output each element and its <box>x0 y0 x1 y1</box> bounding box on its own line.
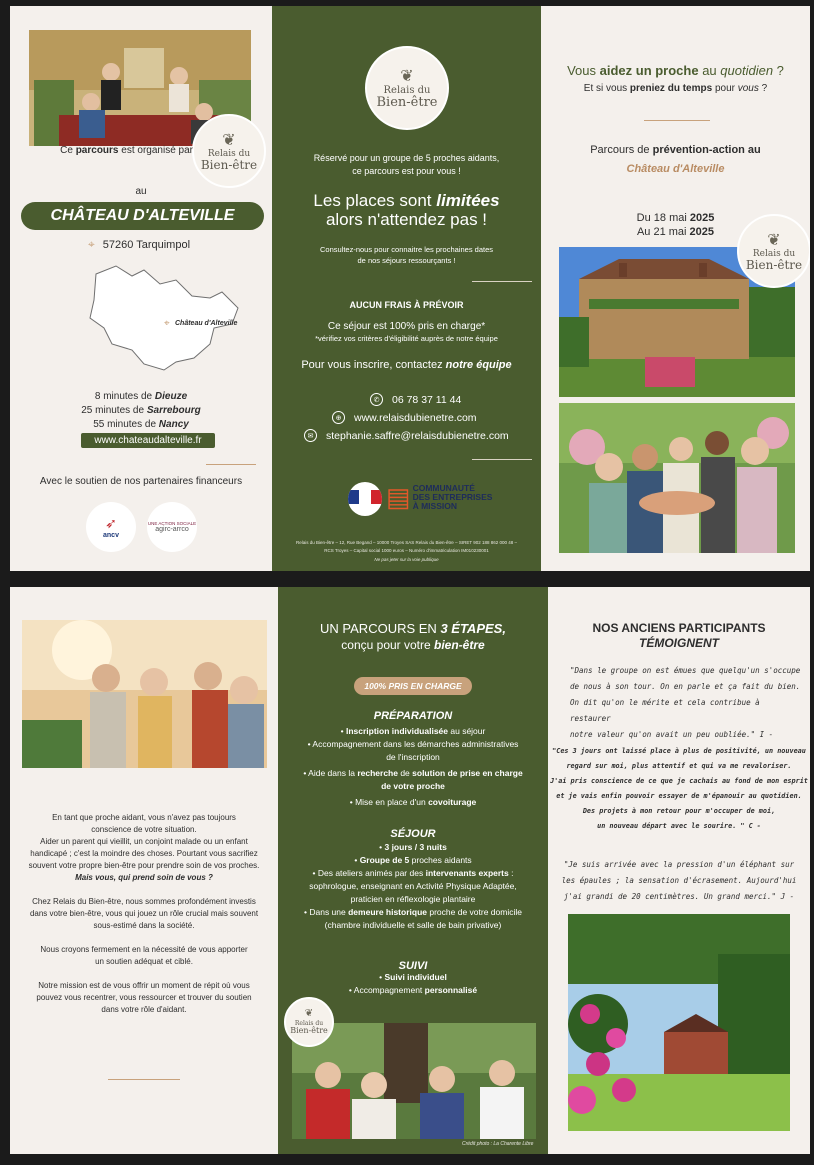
list-item: • Dans une demeure historique proche de votre domicile <box>304 907 522 917</box>
partner-agirc-logo: UNE ACTION SOCIALE agirc-arrco <box>147 502 197 552</box>
distance-sarrebourg: 25 minutes de Sarrebourg <box>81 405 201 416</box>
phone-row[interactable]: ✆ 06 78 37 11 44 <box>370 393 461 406</box>
photo-credit: Crédit photo : La Charente Libre <box>462 1141 534 1147</box>
group-hands-photo <box>559 403 795 553</box>
testimonial-2: "Ces 3 jours ont laissé place à plus de positivité, un nouveau regard sur moi, plus attentif et qui va me revaloriser. J'ai pris conscience de ce que je cachais au fond de mon esprit et je vais enfin pouvoir essayer de m'épanouir au quotidien. Des projets à mon retour pour m'occuper de moi, un nouveau départ avec le sourire. " C - <box>550 747 808 830</box>
list-item: • Des ateliers animés par des intervenants experts : <box>312 868 514 878</box>
relais-logo <box>192 114 266 188</box>
covered-badge: 100% PRIS EN CHARGE <box>354 677 472 695</box>
bird-logo-icon: ❦ <box>767 229 781 249</box>
step-preparation-title: PRÉPARATION <box>373 710 453 722</box>
step-preparation-list <box>278 725 548 809</box>
list-item: • Aide dans la recherche de solution de prise en charge <box>303 768 523 778</box>
parcours-line: Parcours de prévention-action au <box>590 144 761 156</box>
location-pin-icon: ⌖ <box>88 237 95 251</box>
au-text: au <box>135 186 147 197</box>
list-item: • Accompagnement dans les démarches administratives <box>307 739 519 749</box>
bird-logo-icon: ❦ <box>400 65 414 85</box>
map-pin-icon: ⌖ <box>164 318 170 329</box>
testimonial-3: "Je suis arrivée avec la pression d'un éléphant sur les épaules ; la sensation d'écrasement. Aujourd'hui j'ai grandi de 20 centimètres. Un grand merci." J - <box>561 860 797 901</box>
panel-testimonials <box>548 587 810 1154</box>
divider <box>644 120 710 121</box>
bird-logo-icon: ❦ <box>304 1008 314 1019</box>
chateau-name: Château d'Alteville <box>626 163 725 175</box>
globe-icon: ⊕ <box>332 411 345 424</box>
list-item: de l'inscription <box>386 752 440 762</box>
steps-title: UN PARCOURS EN 3 ÉTAPES, conçu pour votre bien-être <box>320 621 506 652</box>
french-republic-logo <box>348 482 382 516</box>
testimonial-1: "Dans le groupe on est émues que quelqu'un s'occupe de nous à son tour. On en parle et ça fait du bien. On dit qu'on le mérite et cela contribue à restaurer notre valeur qu'on avait un peu oubliée." I - <box>570 666 801 739</box>
reserved-text: Réservé pour un groupe de 5 proches aidants, ce parcours est pour vous ! <box>313 153 500 176</box>
mail-icon: ✉ <box>304 429 317 442</box>
ancv-bird-icon: ➶ <box>105 515 117 531</box>
list-item: (chambre individuelle et salle de bain privative) <box>324 920 502 930</box>
list-item: sophrologue, enseignant en Activité Physique Adaptée, <box>309 881 517 891</box>
mission-mark-icon: ▤ <box>386 482 411 512</box>
region-map <box>82 262 252 374</box>
bird-logo-icon: ❦ <box>222 129 236 149</box>
distance-dieuze: 8 minutes de Dieuze <box>94 391 188 402</box>
testimonials-title: NOS ANCIENS PARTICIPANTS TÉMOIGNENT <box>592 621 766 650</box>
panel-venue <box>10 6 272 571</box>
list-item: • Accompagnement personnalisé <box>348 985 478 995</box>
panel-cover <box>541 6 810 571</box>
no-throw-notice: Ne pas jeter sur la voie publique <box>374 557 439 562</box>
no-fees-heading: AUCUN FRAIS À PRÉVOIR <box>349 300 464 310</box>
chateau-garden-photo <box>568 914 790 1131</box>
email-row[interactable]: ✉ stephanie.saffre@relaisdubienetre.com <box>304 429 509 442</box>
panel-intro <box>10 587 278 1154</box>
brochure-page-inside <box>10 587 810 1154</box>
partners-text: Avec le soutien de nos partenaires financeurs <box>39 476 243 487</box>
eligibility-note: *vérifiez vos critères d'éligibilité auprès de notre équipe <box>315 334 498 343</box>
cover-headline: Vous aidez un proche au quotidien ? <box>567 63 784 78</box>
cover-subheadline: Et si vous preniez du temps pour vous ? <box>583 83 768 94</box>
relais-logo-large: ❦ Relais du Bien-être <box>365 46 449 130</box>
intro-text: En tant que proche aidant, vous n'avez pas toujours conscience de votre situation. Aider un parent qui vieillit, un conjoint malade ou un enfant handicapé ; c'est la moindre des choses. Pourtant vous sacrifiez souvent votre propre bien-être pour prendre soin de vos proches. Mais vous, qui prend soin de vous ? Chez Relais du Bien-être, nous sommes profondément investis dans votre bien-être, vous qui jouez un rôle crucial mais souvent sous-estimé dans la société. Nous croyons fermement en la nécessité de vous apporter un soutien adéquat et ciblé. Notre mission est de vous offrir un moment de répit où vous pouvez vous recentrer, vous ressourcer et trouver du soutien dans votre rôle d'aidant. <box>10 812 278 1016</box>
step-suivi-title: SUIVI <box>398 960 428 972</box>
step-sejour-title: SÉJOUR <box>390 828 436 840</box>
divider <box>472 459 532 460</box>
phone-icon: ✆ <box>370 393 383 406</box>
seniors-photo <box>22 620 267 768</box>
list-item: • Inscription individualisée au séjour <box>340 726 486 736</box>
map-label: Château d'Alteville <box>175 320 238 327</box>
contact-cta: Pour vous inscrire, contactez notre équipe <box>301 359 512 371</box>
legal-text: Relais du Bien-être – 12, Rue Begand – 10000 Troyes SAS Relais du Bien-être – SIRET 902 188 862 000 48 – RCS Troyes – Capital social 1000 euros – Numéro d'immatriculation IM010230001 <box>295 540 518 553</box>
web-row[interactable]: ⊕ www.relaisdubienetre.com <box>332 411 477 424</box>
relais-logo-cover: ❦ Relais du Bien-être <box>737 214 810 288</box>
relais-logo-small: ❦ Relais du Bien-être <box>284 997 334 1047</box>
consult-text: Consultez-nous pour connaitre les prochaines dates de nos séjours ressourçants ! <box>319 245 494 265</box>
logo-text-2: Bien-être <box>200 157 258 172</box>
covered-text: Ce séjour est 100% pris en charge* <box>327 321 486 332</box>
divider <box>206 464 256 465</box>
partner-ancv-logo: ➶ ancv <box>86 502 136 552</box>
step-suivi-list <box>278 971 548 997</box>
women-group-photo <box>292 1023 536 1139</box>
brochure-page-outside <box>10 6 810 571</box>
list-item: • Mise en place d'un covoiturage <box>349 797 477 807</box>
chateau-label: CHÂTEAU D'ALTEVILLE <box>21 202 264 230</box>
list-item: • Suivi individuel <box>379 972 447 982</box>
postal-address: ⌖ 57260 Tarquimpol <box>88 237 191 251</box>
step-sejour-list <box>278 841 548 932</box>
list-item: praticien en réflexologie plantaire <box>350 894 476 904</box>
list-item: • Groupe de 5 proches aidants <box>354 855 472 865</box>
panel-contact <box>272 6 541 571</box>
panel-steps <box>278 587 548 1154</box>
distances <box>10 390 272 432</box>
distance-nancy: 55 minutes de Nancy <box>93 419 189 430</box>
dates: Du 18 mai 2025 Au 21 mai 2025 <box>636 212 715 238</box>
list-item: de votre proche <box>381 781 445 791</box>
divider <box>472 281 532 282</box>
places-headline: Les places sont limitées alors n'attendez pas ! <box>313 191 500 229</box>
logo-text-1: Relais du <box>207 148 251 159</box>
organized-by: Ce parcours est organisé par <box>60 145 193 156</box>
website-link[interactable]: www.chateaudalteville.fr <box>81 433 215 448</box>
company-mission-logo: ▤ COMMUNAUTÉ DES ENTREPRISES À MISSION <box>386 482 493 512</box>
list-item: • 3 jours / 3 nuits <box>379 842 447 852</box>
intro-question: Mais vous, qui prend soin de vous ? <box>75 873 213 882</box>
divider <box>108 1079 180 1080</box>
